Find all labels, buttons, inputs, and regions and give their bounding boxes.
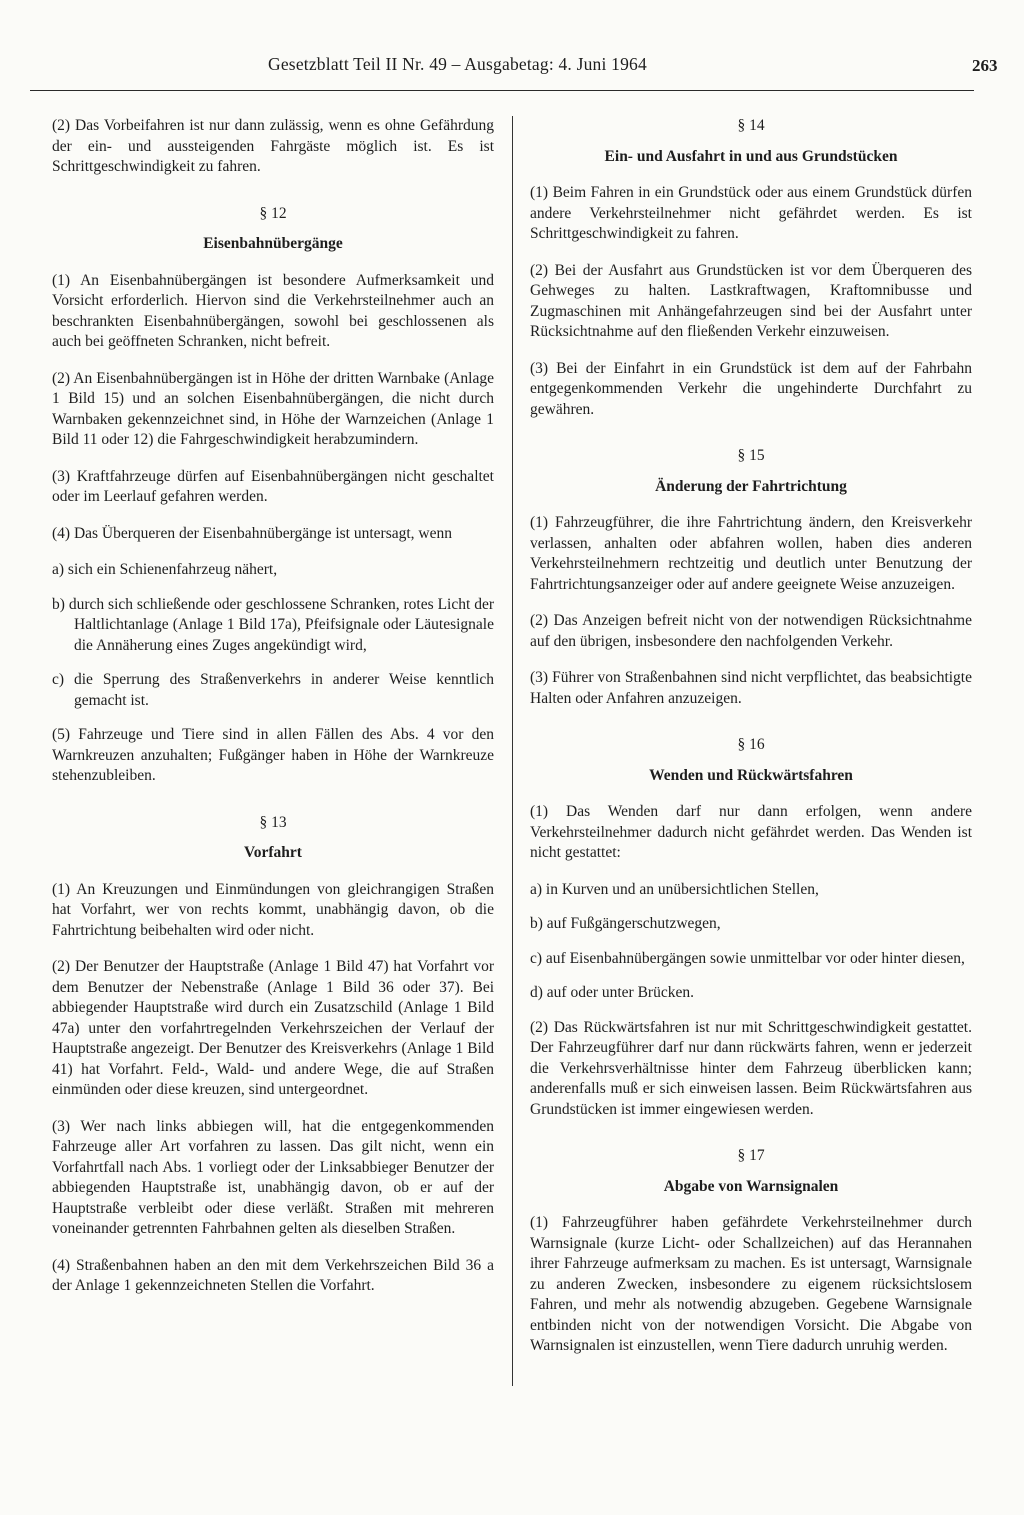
paragraph: (4) Das Überqueren der Eisenbahnübergänge ist untersagt, wenn [52,524,452,542]
paragraph: (3) Wer nach links abbiegen will, hat die entgegenkommenden Fahrzeuge aller Art vorfahren zu lassen. Das gilt nicht, wenn ein Vorfahrtfall nach Abs. 1 vorliegt oder der Linksabbieger Benutzer der abbiegenden Hauptstraße ist, unabhängig davon, ob er auf der Hauptstraße verbleibt oder diese verläßt. Straßen mit mehreren voneinander getrennten Fahrbahnen gelten als dieselben Straßen. [52,1117,494,1237]
page-number: 263 [972,56,998,75]
section-title: Abgabe von Warnsignalen [663,1177,839,1195]
paragraph: (1) Fahrzeugführer, die ihre Fahrtrichtung ändern, den Kreisverkehr verlassen, anhalten oder abfahren wollen, haben dies anderen Verkehrsteilnehmern rechtzeitig und deutlich unter Benutzung der Fahrtrichtungsanzeiger oder auf andere geeignete Weise anzuzeigen. [530,514,972,593]
paragraph: (4) Straßenbahnen haben an den mit dem Verkehrszeichen Bild 36 a der Anlage 1 gekennzeichneten Stellen die Vorfahrt. [52,1256,494,1294]
paragraph: (1) An Kreuzungen und Einmündungen von gleichrangigen Straßen hat Vorfahrt, wer von rechts kommt, unabhängig davon, ob die Fahrtrichtung beibehalten wird oder nicht. [52,880,494,939]
section-number: § 13 [259,813,287,831]
page-header [30,50,998,91]
list-item: a) in Kurven und an unübersichtlichen Stellen, [530,880,819,898]
paragraph: (2) Das Vorbeifahren ist nur dann zulässig, wenn es ohne Gefährdung der ein- und aussteigenden Fahrgäste möglich ist. Es ist Schrittgeschwindigkeit zu fahren. [52,117,494,175]
section-number: § 17 [737,1147,765,1164]
section-number: § 15 [737,447,765,464]
column-divider [512,116,513,1386]
list-item: b) auf Fußgängerschutzwegen, [530,915,721,932]
right-column [530,116,972,1373]
paragraph: (3) Bei der Einfahrt in ein Grundstück ist dem auf der Fahrbahn entgegenkommenden Verkehr die ungehinderte Durchfahrt zu gewähren. [530,359,972,418]
paragraph: (1) Fahrzeugführer haben gefährdete Verkehrsteilnehmer durch Warnsignale (kurze Licht- oder Schallzeichen) auf das Herannahen ihrer Fahrzeuge aufmerksam zu machen. Es ist untersagt, Warnsignale zu anderen Zwecken, insbesondere zu eigenem rücksichtslosem Fahren, und mehr als notwendig abzugeben. Gegebene Warnsignale entbinden nicht von der notwendigen Vorsicht. Die Abgabe von Warnsignalen ist einzustellen, wenn Tiere dadurch unruhig werden. [530,1214,972,1354]
paragraph: (2) Der Benutzer der Hauptstraße (Anlage 1 Bild 47) hat Vorfahrt vor dem Benutzer der Nebenstraße (Anlage 1 Bild 36 oder 37). Bei abbiegender Hauptstraße wird durch ein Zusatzschild (Anlage 1 Bild 47a) unter den vorfahrtregelnden Verkehrszeichen der Verlauf der Hauptstraße angezeigt. Der Benutzer des Kreisverkehrs (Anlage 1 Bild 41) hat Vorfahrt. Feld-, Wald- und andere Wege, die auf Straßen einmünden oder diese kreuzen, sind untergeordnet. [52,958,494,1098]
paragraph: (1) Beim Fahren in ein Grundstück oder aus einem Grundstück dürfen andere Verkehrsteilnehmer nicht gefährdet werden. Es ist Schrittgeschwindigkeit zu fahren. [530,184,972,242]
paragraph: (1) An Eisenbahnübergängen ist besondere Aufmerksamkeit und Vorsicht erforderlich. Hiervon sind die Verkehrsteilnehmer auch an beschrankten Eisenbahnübergängen, sowohl bei geschlossenen als auch bei geöffneten Schranken, nicht befreit. [52,271,494,350]
section-title: Vorfahrt [244,844,302,861]
paragraph: (2) An Eisenbahnübergängen ist in Höhe der dritten Warnbake (Anlage 1 Bild 15) und an solchen Eisenbahnübergängen, die nicht durch Warnbaken gekennzeichnet sind, in Höhe der Warnzeichen (Anlage 1 Bild 11 oder 12) die Fahrgeschwindigkeit herabzumindern. [52,369,494,448]
paragraph: (2) Das Rückwärtsfahren ist nur mit Schrittgeschwindigkeit gestattet. Der Fahrzeugführer darf nur dann rückwärts fahren, wenn er jederzeit die Verkehrsverhältnisse hinter dem Fahrzeug überblicken kann; anderenfalls muß er sich einweisen lassen. Beim Rückwärtsfahren aus Grundstücken ist immer eingewiesen werden. [530,1018,972,1118]
section-number: § 16 [737,736,765,753]
list-item: a) sich ein Schienenfahrzeug nähert, [52,561,278,578]
section-title: Änderung der Fahrtrichtung [655,477,847,495]
section-title: Eisenbahnübergänge [203,235,343,252]
paragraph: (2) Das Anzeigen befreit nicht von der notwendigen Rücksichtnahme auf den übrigen, insbesondere den nachfolgenden Verkehr. [530,612,972,650]
section-title: Wenden und Rückwärtsfahren [649,766,853,784]
section-title: Ein- und Ausfahrt in und aus Grundstücken [604,147,898,165]
list-item: c) auf Eisenbahnübergängen sowie unmittelbar vor oder hinter diesen, [530,949,965,967]
list-item: c) die Sperrung des Straßenverkehrs in anderer Weise kenntlich gemacht ist. [52,671,494,709]
list-item: b) durch sich schließende oder geschlossene Schranken, rotes Licht der Haltlichtanlage (Anlage 1 Bild 17a), Pfeifsignale oder Läutesignale die Annäherung eines Zuges angekündigt wird, [52,595,494,654]
paragraph: (2) Bei der Ausfahrt aus Grundstücken ist vor dem Überqueren des Gehweges zu halten. Lastkraftwagen, Kraftomnibusse und Zugmaschinen mit Anhängefahrzeugen sind bei der Ausfahrt unter Rücksichtnahme auf den fließenden Verkehr einzuweisen. [530,261,972,340]
paragraph: (1) Das Wenden darf nur dann erfolgen, wenn andere Verkehrsteilnehmer dadurch nicht gefährdet werden. Das Wenden ist nicht gestattet: [530,803,972,861]
section-number: § 12 [259,204,287,222]
left-column [52,116,494,1313]
paragraph: (5) Fahrzeuge und Tiere sind in allen Fällen des Abs. 4 vor den Warnkreuzen anzuhalten; Fußgänger haben in Höhe der Warnkreuze stehenzubleiben. [52,726,494,784]
header-title: Gesetzblatt Teil II Nr. 49 – Ausgabetag: 4. Juni 1964 [268,54,647,74]
list-item: d) auf oder unter Brücken. [530,984,694,1001]
paragraph: (3) Kraftfahrzeuge dürfen auf Eisenbahnübergängen nicht geschaltet oder im Leerlauf gefahren werden. [52,467,494,505]
section-number: § 14 [737,117,765,134]
paragraph: (3) Führer von Straßenbahnen sind nicht verpflichtet, das beabsichtigte Halten oder Anfahren anzuzeigen. [530,669,972,707]
